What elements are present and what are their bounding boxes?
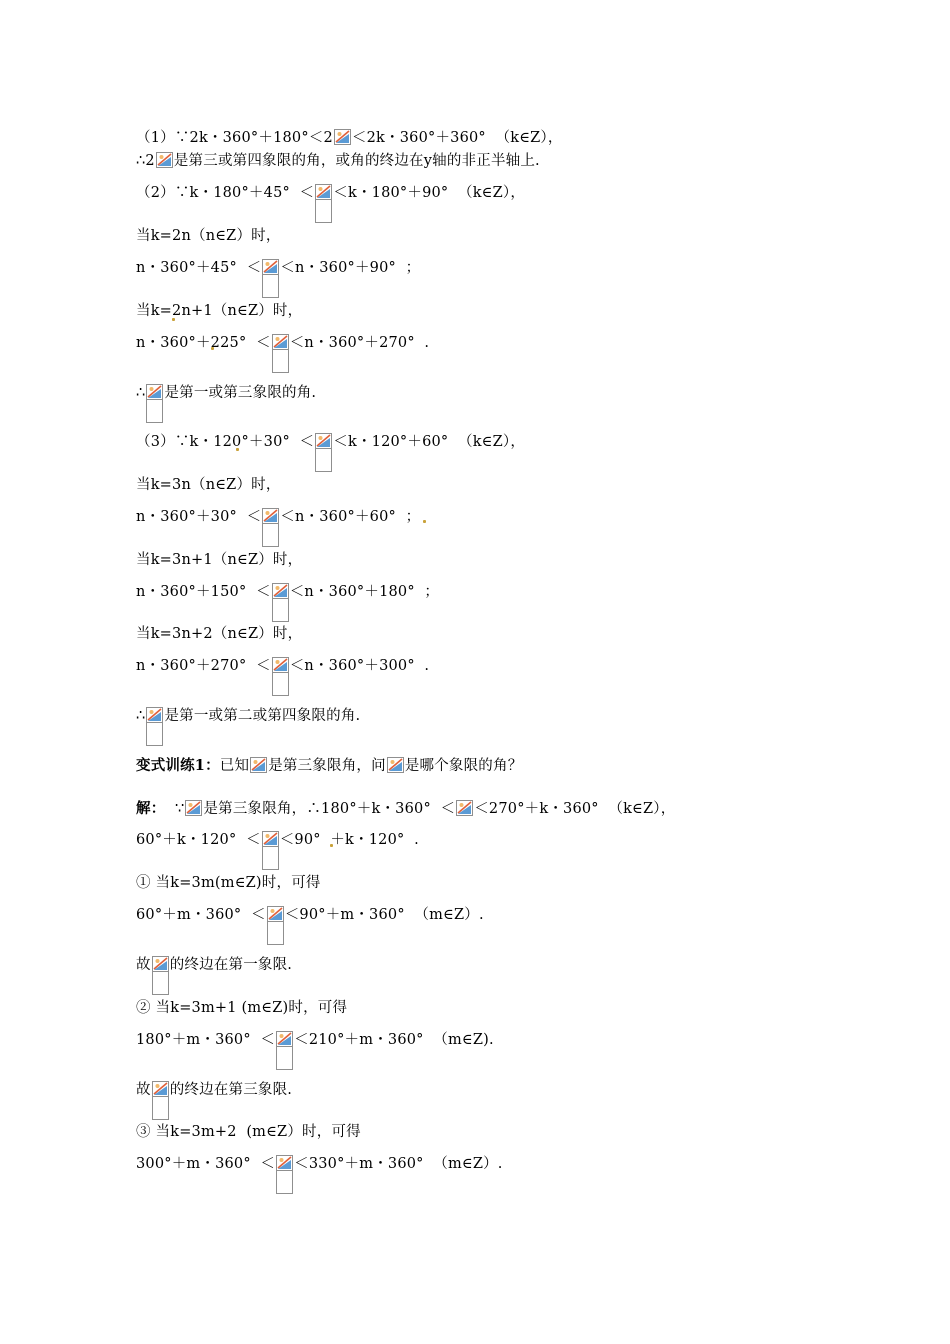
text-segment: 是第一或第三象限的角. (164, 385, 317, 401)
text-segment: ＜270°＋k・360° （k∈Z）， (474, 801, 676, 817)
broken-image-icon (387, 757, 404, 773)
text-segment: 当k=3n+2（n∈Z）时， (136, 626, 303, 642)
text-line (136, 1079, 292, 1101)
text-segment: 是第三象限角，∴180°＋k・360° ＜ (203, 801, 456, 817)
text-line (136, 127, 563, 149)
broken-image-icon (185, 800, 202, 816)
broken-image-icon (267, 906, 284, 922)
broken-image-icon (262, 508, 279, 524)
text-line (136, 225, 281, 247)
text-segment: ∴ (136, 708, 146, 724)
text-segment: ＜k・120°＋60° （k∈Z）， (333, 434, 526, 450)
text-segment: n・360°＋225° ＜ (136, 335, 271, 351)
text-segment: n・360°＋30° ＜ (136, 509, 262, 525)
text-line (136, 954, 292, 976)
text-line (136, 150, 540, 172)
broken-image-icon (334, 129, 351, 145)
text-line (136, 382, 316, 404)
text-line (136, 997, 347, 1019)
broken-image-icon (272, 583, 289, 599)
broken-image-icon (276, 1155, 293, 1171)
broken-image-icon (456, 800, 473, 816)
text-segment: 300°＋m・360° ＜ (136, 1156, 276, 1172)
text-segment: ＜2k・360°＋360° （k∈Z）， (351, 130, 563, 146)
text-line (136, 829, 419, 851)
text-segment: n・360°＋270° ＜ (136, 658, 271, 674)
text-line (136, 257, 420, 279)
text-line (136, 904, 484, 926)
text-segment: ② 当k=3m+1 (m∈Z)时，可得 (136, 1000, 348, 1016)
stray-mark (423, 520, 426, 523)
text-segment: n・360°＋45° ＜ (136, 260, 262, 276)
text-line (136, 431, 525, 453)
text-segment: （2）∵k・180°＋45° ＜ (136, 185, 315, 201)
text-line (136, 798, 675, 820)
text-segment: ＜210°＋m・360° （m∈Z). (294, 1032, 494, 1048)
text-segment: ① 当k=3m(m∈Z)时，可得 (136, 875, 321, 891)
text-line (136, 581, 439, 603)
text-segment: ＜90°＋m・360° （m∈Z）. (284, 907, 484, 923)
text-segment: ＜n・360°＋180° ； (289, 584, 440, 600)
text-line (136, 1153, 503, 1175)
broken-image-icon (146, 384, 163, 400)
text-segment: ∵ (165, 801, 185, 817)
text-line (136, 705, 360, 727)
text-segment: 故 (136, 1082, 151, 1098)
text-segment: （1）∵2k・360°＋180°＜2 (136, 130, 333, 146)
text-line (136, 872, 321, 894)
broken-image-icon (272, 334, 289, 350)
text-segment: 是第三象限角，问 (268, 758, 386, 774)
text-segment: 的终边在第一象限. (169, 957, 293, 973)
text-segment: 180°＋m・360° ＜ (136, 1032, 276, 1048)
broken-image-icon (152, 1081, 169, 1097)
broken-image-icon (250, 757, 267, 773)
text-segment: 是第一或第二或第四象限的角. (164, 708, 361, 724)
text-segment: 是哪个象限的角？ (404, 758, 523, 774)
broken-image-icon (315, 184, 332, 200)
text-line (136, 623, 302, 645)
text-segment: ＜90° ＋k・120° . (279, 832, 419, 848)
broken-image-icon (272, 657, 289, 673)
text-segment: （3）∵k・120°＋30° ＜ (136, 434, 315, 450)
text-segment: 故 (136, 957, 151, 973)
broken-image-icon (152, 956, 169, 972)
text-line (136, 1121, 361, 1143)
broken-image-icon (276, 1031, 293, 1047)
text-segment: 的终边在第三象限. (169, 1082, 293, 1098)
bold-label: 变式训练1： (136, 757, 220, 774)
text-segment: 当k=2n+1（n∈Z）时， (136, 303, 303, 319)
text-segment: ＜n・360°＋90° ； (280, 260, 421, 276)
text-segment: ＜330°＋m・360° （m∈Z）. (294, 1156, 503, 1172)
bold-label: 解： (136, 800, 166, 817)
text-line (136, 655, 429, 677)
text-segment: 当k=3n（n∈Z）时， (136, 477, 281, 493)
text-segment: ＜n・360°＋270° . (289, 335, 430, 351)
broken-image-icon (156, 152, 173, 168)
text-segment: ＜n・360°＋60° ； (280, 509, 421, 525)
text-segment: ＜n・360°＋300° . (289, 658, 430, 674)
text-line (136, 474, 281, 496)
text-line (136, 300, 302, 322)
broken-image-icon (146, 707, 163, 723)
text-line (136, 332, 429, 354)
text-segment: ∴ (136, 385, 146, 401)
broken-image-icon (315, 433, 332, 449)
broken-image-icon (262, 259, 279, 275)
text-segment: ＜k・180°＋90° （k∈Z）， (333, 185, 526, 201)
text-line (136, 755, 522, 777)
text-line (136, 549, 302, 571)
text-line (136, 506, 420, 528)
text-segment: 已知 (219, 758, 250, 774)
text-line (136, 182, 525, 204)
text-line (136, 1029, 494, 1051)
text-segment: 是第三或第四象限的角，或角的终边在y轴的非正半轴上. (173, 153, 540, 169)
broken-image-icon (262, 831, 279, 847)
text-segment: 当k=3n+1（n∈Z）时， (136, 552, 303, 568)
text-segment: ∴2 (136, 153, 155, 169)
text-segment: n・360°＋150° ＜ (136, 584, 271, 600)
text-segment: 当k=2n（n∈Z）时， (136, 228, 281, 244)
text-segment: 60°＋m・360° ＜ (136, 907, 266, 923)
text-segment: ③ 当k=3m+2 (m∈Z）时，可得 (136, 1124, 361, 1140)
text-segment: 60°＋k・120° ＜ (136, 832, 261, 848)
